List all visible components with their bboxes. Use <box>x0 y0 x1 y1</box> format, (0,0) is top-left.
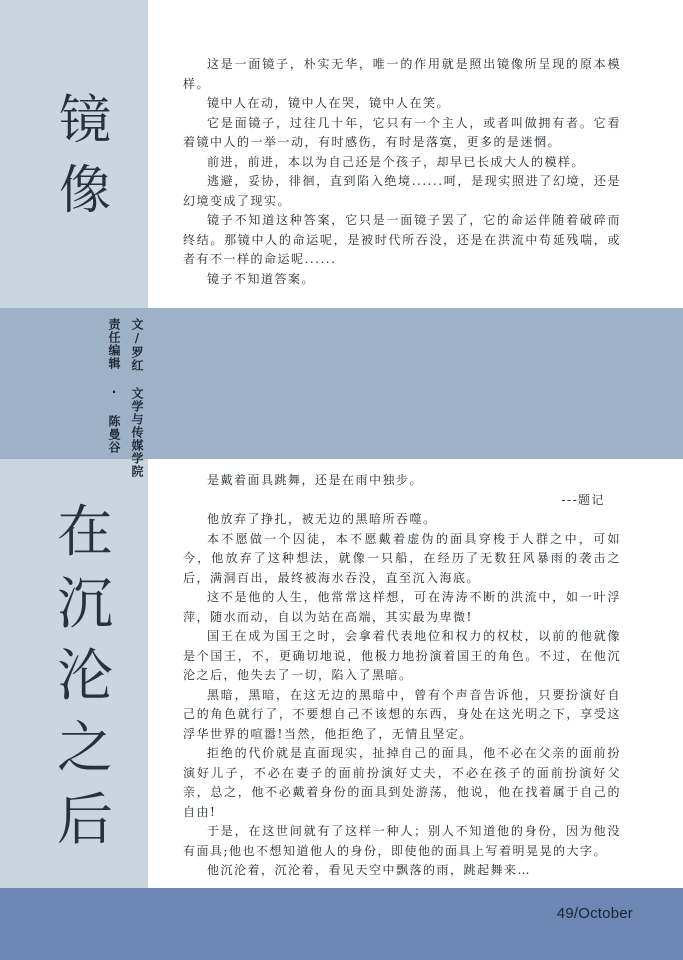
title-after-sinking <box>50 500 120 853</box>
page-number: 49/October <box>556 905 633 922</box>
article-mirror-body <box>183 55 621 289</box>
paragraph: 本不愿做一个囚徒，本不愿戴着虚伪的面具穿梭于人群之中，可如今，他放弃了这种想法，就像一只船，在经历了无数狂风暴雨的袭击之后，满洞百出，最终被海水吞没，直至沉入海底。 <box>183 531 621 585</box>
paragraph: 他放弃了挣扎，被无边的黑暗所吞噬。 <box>207 512 437 526</box>
paragraph: 它是面镜子，过往几十年，它只有一个主人，或者叫做拥有者。它看着镜中人的一举一动，有时感伤，有时是落寞，更多的是迷惘。 <box>183 115 621 149</box>
paragraph: 前进，前进，本以为自己还是个孩子，却早已长成大人的模样。 <box>207 154 586 169</box>
title-char: 像 <box>58 161 111 221</box>
paragraph: 这是一面镜子，朴实无华，唯一的作用就是照出镜像所呈现的原本模样。 <box>183 57 621 91</box>
paragraph: 他沉沦着，沉沦着，看见天空中飘落的雨，跳起舞来… <box>207 863 532 877</box>
paragraph: 镜子不知道这种答案，它只是一面镜子罢了，它的命运伴随着破碎而终结。那镜中人的命运呢，是被时代所吞没，还是在洪流中苟延残喘，或者有不一样的命运呢...... <box>183 213 621 266</box>
paragraph: 镜中人在动，镜中人在哭，镜中人在笑。 <box>207 96 451 110</box>
footer-bar <box>0 888 683 960</box>
article-sinking-body <box>183 471 621 881</box>
author-credit: 文/罗红 文学与传媒学院 <box>130 318 144 478</box>
paragraph: 这不是他的人生，他常常这样想，可在涛涛不断的洪流中，如一叶浮萍，随水而动，自以为站在高端，其实最为卑微! <box>183 590 621 624</box>
editor-credit: 责任编辑 · 陈曼谷 <box>107 318 121 454</box>
paragraph: 镜子不知道答案。 <box>207 271 316 286</box>
paragraph: 黑暗，黑暗，在这无边的黑暗中，曾有个声音告诉他，只要扮演好自己的角色就行了，不要想自己不该想的东西，身处在这光明之下，享受这浮华世界的喧嚣!当然，他拒绝了，无情且坚定。 <box>183 687 621 741</box>
epigraph: 是戴着面具跳舞，还是在雨中独步。 <box>207 473 424 487</box>
paragraph: 逃避，妥协，徘徊，直到陷入绝境......呵，是现实照进了幻境，还是幻境变成了现实。 <box>183 174 621 208</box>
title-char: 沉 <box>57 572 113 637</box>
title-mirror <box>50 91 120 221</box>
title-char: 后 <box>57 788 113 853</box>
epigraph-note: ---题记 <box>561 492 605 507</box>
paragraph: 拒绝的代价就是直面现实，扯掉自己的面具，他不必在父亲的面前扮演好儿子，不必在妻子的面前扮演好丈夫，不必在孩子的面前扮演好父亲，总之，他不必戴着身份的面具到处游荡，他说，他在找着属于自己的自由! <box>183 746 621 819</box>
paragraph: 国王在成为国王之时，会拿着代表地位和权力的权杖，以前的他就像是个国王，不，更确切地说，他极力地扮演着国王的角色。不过，在他沉沦之后，他失去了一切，陷入了黑暗。 <box>183 629 621 682</box>
byline <box>106 318 146 478</box>
title-char: 镜 <box>58 91 111 151</box>
title-char: 沦 <box>57 644 113 709</box>
middle-band <box>0 308 683 459</box>
paragraph: 于是，在这世间就有了这样一种人；别人不知道他的身份，因为他没有面具;他也不想知道他人的身份，即使他的面具上写着明晃晃的大字。 <box>183 824 621 858</box>
title-char: 在 <box>57 500 113 565</box>
title-char: 之 <box>57 716 113 781</box>
